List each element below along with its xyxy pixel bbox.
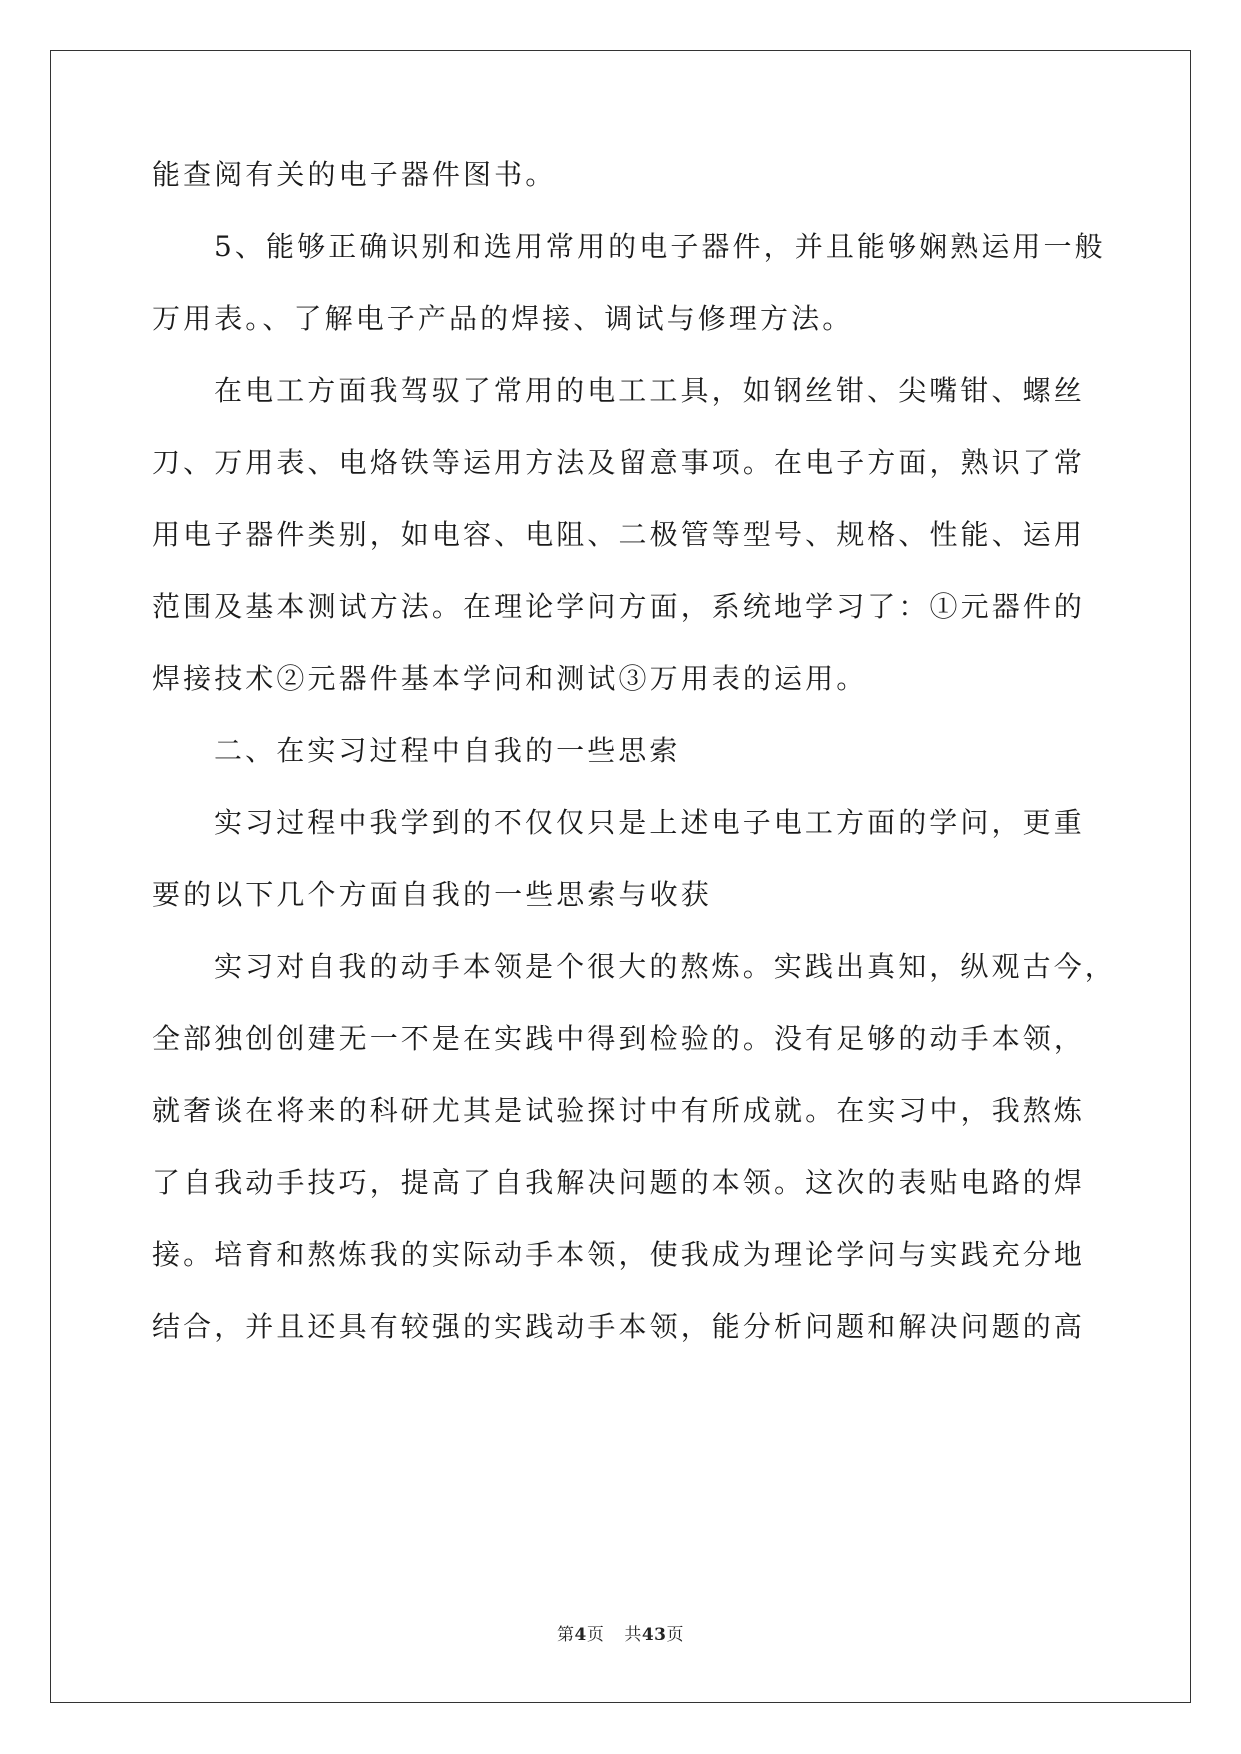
page-suffix: 页	[586, 1625, 605, 1645]
text-line: 焊接技术②元器件基本学问和测试③万用表的运用。	[152, 662, 868, 695]
text-line: 能查阅有关的电子器件图书。	[152, 158, 557, 191]
total-prefix: 共	[624, 1625, 642, 1645]
text-line: 万用表。、了解电子产品的焊接、调试与修理方法。	[152, 302, 854, 335]
text-line: 用电子器件类别，如电容、电阻、二极管等型号、规格、性能、运用	[152, 518, 1086, 551]
total-pages: 43	[641, 1625, 667, 1645]
text-line: 全部独创创建无一不是在实践中得到检验的。没有足够的动手本领，	[152, 1022, 1086, 1055]
text-line: 结合，并且还具有较强的实践动手本领，能分析问题和解决问题的高	[152, 1310, 1086, 1343]
text-line: 接。培育和熬炼我的实际动手本领，使我成为理论学问与实践充分地	[152, 1238, 1086, 1271]
text-line: 了自我动手技巧，提高了自我解决问题的本领。这次的表贴电路的焊	[152, 1166, 1086, 1199]
page-prefix: 第	[556, 1625, 575, 1645]
text-line: 要的以下几个方面自我的一些思索与收获	[152, 878, 712, 911]
text-line: 5、能够正确识别和选用常用的电子器件，并且能够娴熟运用一般	[214, 230, 1106, 263]
section-heading: 二、在实习过程中自我的一些思索	[214, 734, 681, 767]
page-number: 4	[574, 1625, 587, 1645]
text-line: 实习对自我的动手本领是个很大的熬炼。实践出真知，纵观古今，	[214, 950, 1116, 983]
text-line: 实习过程中我学到的不仅仅只是上述电子电工方面的学问，更重	[214, 806, 1085, 839]
total-suffix: 页	[666, 1625, 684, 1645]
text-line: 在电工方面我驾驭了常用的电工工具，如钢丝钳、尖嘴钳、螺丝	[214, 374, 1085, 407]
text-line: 刀、万用表、电烙铁等运用方法及留意事项。在电子方面，熟识了常	[152, 446, 1086, 479]
page-footer	[0, 1620, 1241, 1645]
text-line: 范围及基本测试方法。在理论学问方面，系统地学习了：①元器件的	[152, 590, 1086, 623]
text-line: 就奢谈在将来的科研尤其是试验探讨中有所成就。在实习中，我熬炼	[152, 1094, 1086, 1127]
